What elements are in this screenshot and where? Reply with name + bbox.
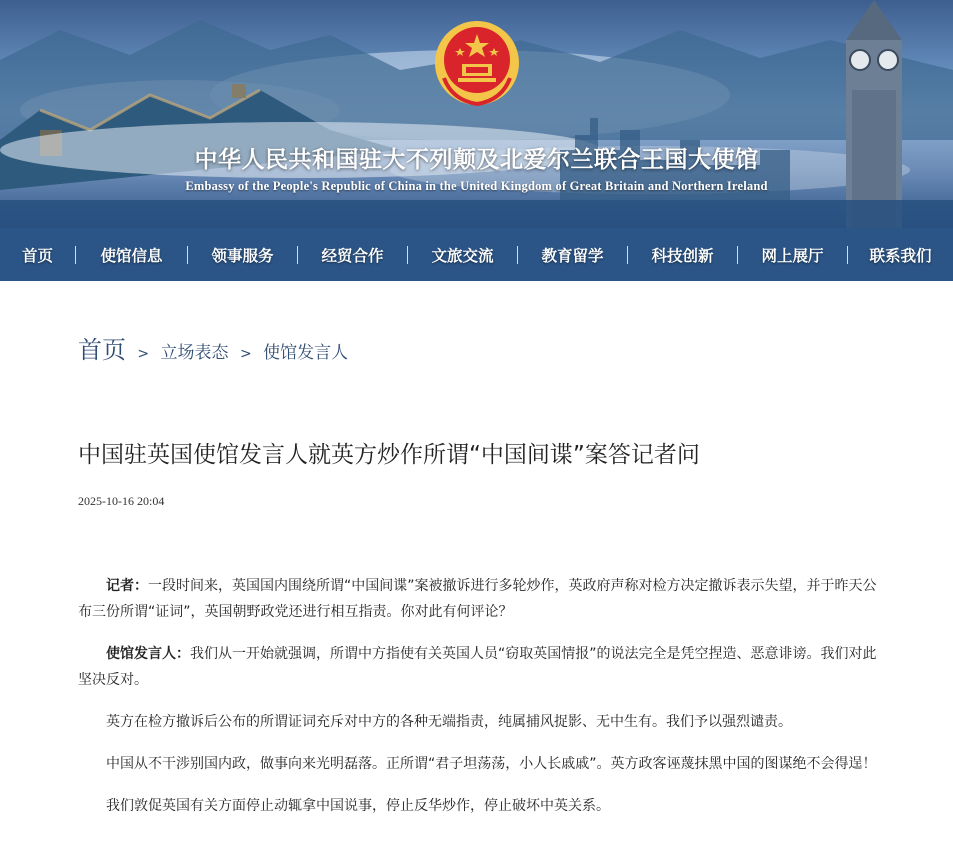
breadcrumb-positions[interactable]: 立场表态 [160, 343, 229, 363]
paragraph: 我们敦促英国有关方面停止动辄拿中国说事，停止反华炒作，停止破坏中英关系。 [106, 798, 610, 814]
article-body [78, 573, 882, 835]
nav-economic-trade[interactable]: 经贸合作 [321, 247, 384, 265]
speaker-label-spokesperson: 使馆发言人： [106, 646, 190, 662]
nav-culture-tourism[interactable]: 文旅交流 [431, 247, 494, 265]
nav-science-tech[interactable]: 科技创新 [651, 247, 714, 265]
header-banner [0, 0, 953, 281]
breadcrumb [78, 330, 348, 365]
article-date: 2025-10-16 20:04 [78, 494, 165, 508]
main-navigation [0, 236, 953, 274]
nav-home[interactable]: 首页 [21, 247, 53, 265]
nav-consular-services[interactable]: 领事服务 [211, 247, 274, 265]
paragraph: 中国从不干涉别国内政，做事向来光明磊落。正所谓“君子坦荡荡，小人长戚戚”。英方政客诬蔑抹黑中国的图谋绝不会得逞！ [106, 756, 877, 772]
nav-online-exhibition[interactable]: 网上展厅 [761, 247, 824, 265]
breadcrumb-separator: > [239, 346, 252, 362]
breadcrumb-spokesperson[interactable]: 使馆发言人 [263, 343, 349, 363]
paragraph-text: 我们从一开始就强调，所谓中方指使有关英国人员“窃取英国情报”的说法完全是凭空捏造、恶意诽谤。我们对此坚决反对。 [78, 646, 877, 688]
national-emblem-icon [432, 18, 522, 108]
paragraph-question [78, 573, 882, 625]
nav-education[interactable]: 教育留学 [541, 247, 604, 265]
embassy-title-chinese: 中华人民共和国驻大不列颠及北爱尔兰联合王国大使馆 [194, 146, 759, 173]
paragraph-answer [78, 641, 882, 693]
nav-contact-us[interactable]: 联系我们 [869, 247, 932, 265]
article-title: 中国驻英国使馆发言人就英方炒作所谓“中国间谍”案答记者问 [78, 442, 700, 468]
paragraph-text: 一段时间来，英国国内围绕所谓“中国间谍”案被撤诉进行多轮炒作，英政府声称对检方决定撤诉表示失望，并于昨天公布三份所谓“证词”，英国朝野政党还进行相互指责。你对此有何评论？ [78, 578, 877, 620]
breadcrumb-separator: > [137, 346, 150, 362]
paragraph: 英方在检方撤诉后公布的所谓证词充斥对中方的各种无端指责，纯属捕风捉影、无中生有。我们予以强烈谴责。 [106, 714, 792, 730]
speaker-label-reporter: 记者： [106, 578, 148, 594]
breadcrumb-home[interactable]: 首页 [78, 336, 126, 364]
embassy-title-english: Embassy of the People's Republic of China in the United Kingdom of Great Britain and Northern Ireland [185, 179, 768, 193]
nav-embassy-info[interactable]: 使馆信息 [100, 247, 163, 265]
